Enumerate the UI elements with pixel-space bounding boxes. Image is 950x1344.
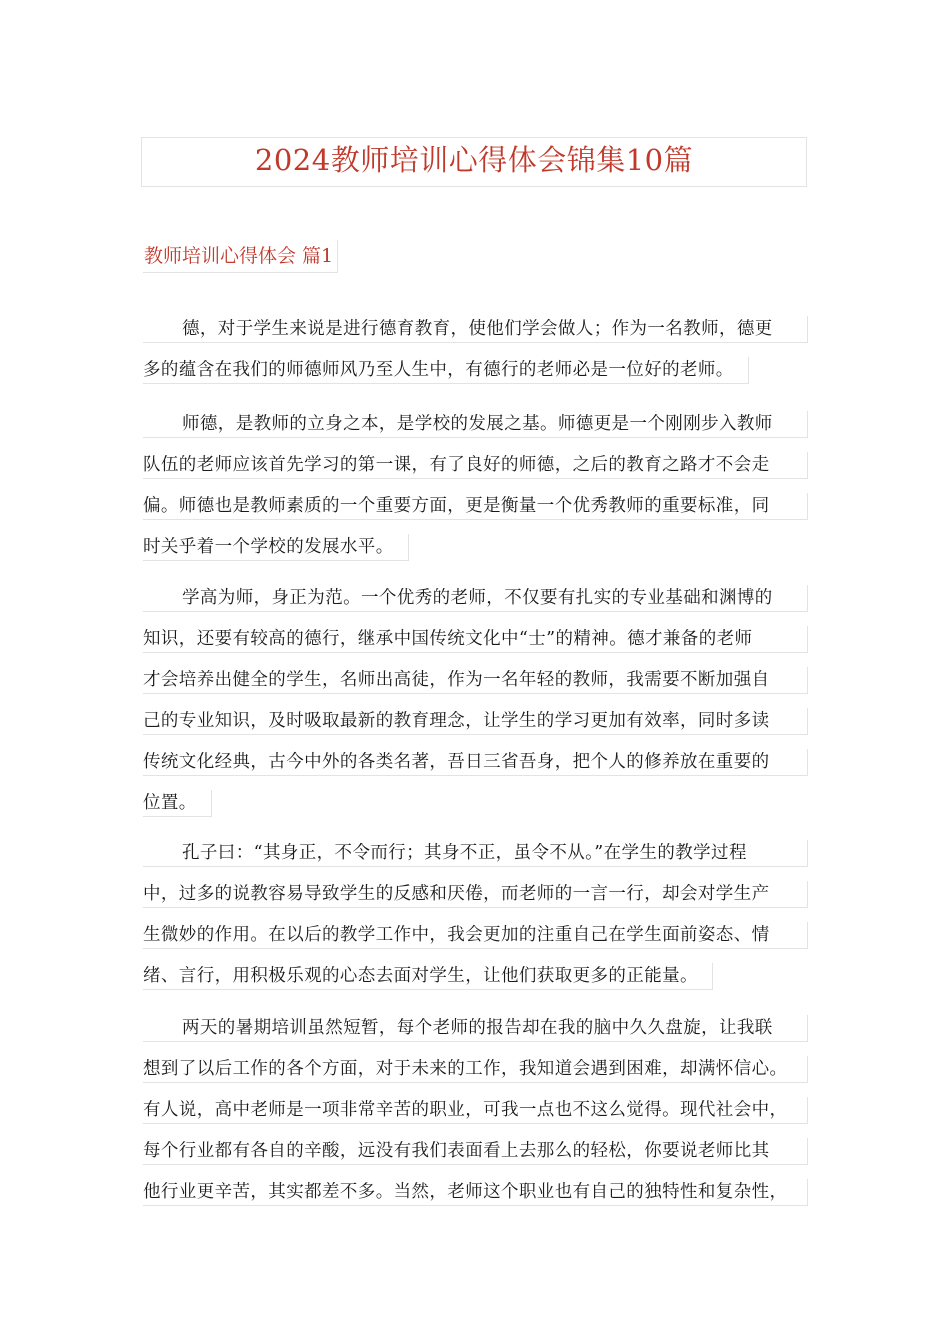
paragraph-line: 绪、言行，用积极乐观的心态去面对学生，让他们获取更多的正能量。: [143, 963, 713, 990]
title-box: [141, 137, 807, 187]
paragraph-line: 传统文化经典，古今中外的各类名著，吾日三省吾身，把个人的修养放在重要的: [143, 749, 808, 776]
paragraph-line: 有人说，高中老师是一项非常辛苦的职业，可我一点也不这么觉得。现代社会中，: [143, 1097, 808, 1124]
paragraph-line: 他行业更辛苦，其实都差不多。当然，老师这个职业也有自己的独特性和复杂性，: [143, 1179, 808, 1206]
paragraph-line: 中，过多的说教容易导致学生的反感和厌倦，而老师的一言一行，却会对学生产: [143, 881, 808, 908]
section-heading: 教师培训心得体会 篇1: [143, 240, 338, 273]
paragraph-line: 己的专业知识，及时吸取最新的教育理念，让学生的学习更加有效率，同时多读: [143, 708, 808, 735]
paragraph-line: 学高为师，身正为范。一个优秀的老师，不仅要有扎实的专业基础和渊博的: [143, 585, 808, 612]
paragraph-line: 孔子曰：“其身正，不令而行；其身不正，虽令不从。”在学生的教学过程: [143, 840, 808, 867]
paragraph-line: 每个行业都有各自的辛酸，远没有我们表面看上去那么的轻松，你要说老师比其: [143, 1138, 808, 1165]
paragraph-line: 队伍的老师应该首先学习的第一课，有了良好的师德，之后的教育之路才不会走: [143, 452, 808, 479]
paragraph-line: 生微妙的作用。在以后的教学工作中，我会更加的注重自己在学生面前姿态、情: [143, 922, 808, 949]
document-title: 2024教师培训心得体会锦集10篇: [254, 143, 694, 177]
paragraph-line: 想到了以后工作的各个方面，对于未来的工作，我知道会遇到困难，却满怀信心。: [143, 1056, 808, 1083]
paragraph-line: 知识，还要有较高的德行，继承中国传统文化中“士”的精神。德才兼备的老师: [143, 626, 808, 653]
paragraph-line: 时关乎着一个学校的发展水平。: [143, 534, 409, 561]
paragraph-4: [143, 840, 807, 1008]
paragraph-line: 偏。师德也是教师素质的一个重要方面，更是衡量一个优秀教师的重要标准，同: [143, 493, 808, 520]
paragraph-line: 位置。: [143, 790, 212, 817]
paragraph-line: 两天的暑期培训虽然短暂，每个老师的报告却在我的脑中久久盘旋，让我联: [143, 1015, 808, 1042]
paragraph-2: [143, 411, 807, 579]
paragraph-1: [143, 316, 807, 402]
paragraph-line: 德，对于学生来说是进行德育教育，使他们学会做人；作为一名教师，德更: [143, 316, 808, 343]
paragraph-5: [143, 1015, 807, 1220]
paragraph-line: 师德，是教师的立身之本，是学校的发展之基。师德更是一个刚刚步入教师: [143, 411, 808, 438]
paragraph-line: 多的蕴含在我们的师德师风乃至人生中，有德行的老师必是一位好的老师。: [143, 357, 749, 384]
paragraph-line: 才会培养出健全的学生，名师出高徒，作为一名年轻的教师，我需要不断加强自: [143, 667, 808, 694]
paragraph-3: [143, 585, 807, 835]
